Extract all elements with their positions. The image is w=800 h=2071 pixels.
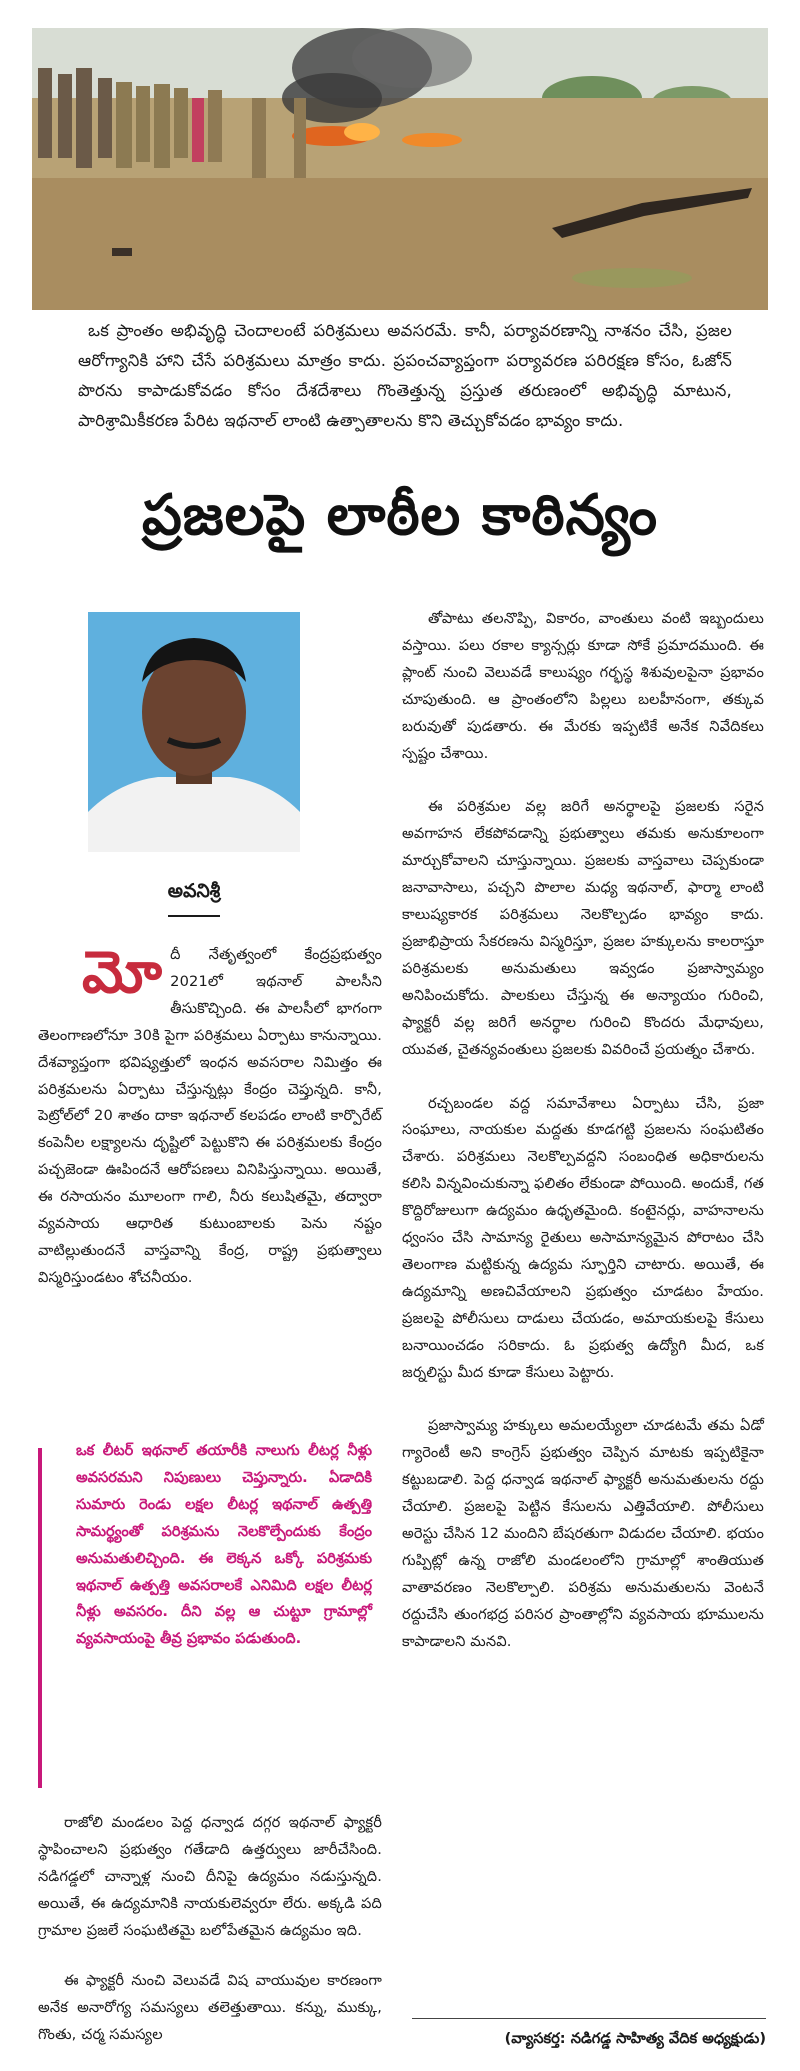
- article-paragraph: రాజోలి మండలం పెద్ద ధన్వాడ దగ్గర ఇథనాల్ ఫ్యాక్టరీ స్థాపించాలని ప్రభుత్వం గతేడాది ఉత్తర్వులు జారీచేసింది. నడిగడ్డలో చాన్నాళ్ల నుంచి దీనిపై ఉద్యమం నడుస్తున్నది. అయితే, ఈ ఉద్యమానికి నాయకులెవ్వరూ లేరు. అక్కడి పది గ్రామాల ప్రజలే సంఘటితమై బలోపేతమైన ఉద్యమం ఇది.: [38, 1814, 382, 1939]
- lead-paragraph-text: దీ నేతృత్వంలో కేంద్రప్రభుత్వం 2021లో ఇథనాల్ పాలసీని తీసుకొచ్చింది. ఈ పాలసీలో భాగంగా తెలంగాణలోనూ 30కి పైగా పరిశ్రమలు ఏర్పాటు కానున్నాయి. దేశవ్యాప్తంగా భవిష్యత్తులో ఇంధన అవసరాల నిమిత్తం ఈ పరిశ్రమలను ఏర్పాటు చేస్తున్నట్లు కేంద్రం చెప్తున్నది. కానీ, పెట్రోల్‌లో 20 శాతం దాకా ఇథనాల్ కలపడం లాంటి కార్పొరేట్ కంపెనీల లక్ష్యాలను దృష్టిలో పెట్టుకొని ఈ పరిశ్రమలకు కేంద్రం పచ్చజెండా ఊపిందనే ఆరోపణలు వినిపిస్తున్నాయి. అయితే, ఈ రసాయనం మూలంగా గాలి, నీరు కలుషితమై, తద్వారా వ్యవసాయ ఆధారిత కుటుంబాలకు పెను నష్టం వాటిల్లుతుందనే వాస్తవాన్ని కేంద్ర, రాష్ట్ర ప్రభుత్వాలు విస్మరిస్తుండటం శోచనీయం.: [38, 946, 382, 1286]
- drop-cap: మో: [82, 938, 163, 1006]
- author-credit: (వ్యాసకర్త: నడిగడ్డ సాహిత్య వేదిక అధ్యక్షుడు): [504, 2030, 766, 2047]
- article-paragraph: ఈ ఫ్యాక్టరీ నుంచి వెలువడే విష వాయువుల కారణంగా అనేక అనారోగ్య సమస్యలు తలెత్తుతాయి. కన్ను, ముక్కు, గొంతు, చర్మ సమస్యల: [38, 1972, 382, 2043]
- pull-quote-bar: [38, 1448, 42, 1788]
- left-column-bottom: [38, 1968, 382, 2049]
- article-paragraph: తోపాటు తలనొప్పి, వికారం, వాంతులు వంటి ఇబ్బందులు వస్తాయి. పలు రకాల క్యాన్సర్లు కూడా సోకే ప్రమాదముంది. ఈ ప్లాంట్ నుంచి వెలువడే కాలుష్యం గర్భస్థ శిశువులపైనా ప్రభావం చూపుతుంది. ఆ ప్రాంతంలోని పిల్లలు బలహీనంగా, తక్కువ బరువుతో పుడతారు. ఈ మేరకు ఇప్పటికే అనేక నివేదికలు స్పష్టం చేశాయి.: [402, 610, 764, 762]
- headline: ప్రజలపై లాఠీల కాఠిన్యం: [141, 483, 659, 548]
- intro-paragraph: ఒక ప్రాంతం అభివృద్ధి చెందాలంటే పరిశ్రమలు అవసరమే. కానీ, పర్యావరణాన్ని నాశనం చేసి, ప్రజల ఆరోగ్యానికి హాని చేసే పరిశ్రమలు మాత్రం కాదు. ప్రపంచవ్యాప్తంగా పర్యావరణ పరిరక్షణ కోసం, ఓజోన్ పొరను కాపాడుకోవడం కోసం దేశదేశాలు గొంతెత్తున్న ప్రస్తుత తరుణంలో అభివృద్ధి మాటున, పారిశ్రామికీకరణ పేరిట ఇథనాల్ లాంటి ఉత్పాతాలను కొని తెచ్చుకోవడం భావ్యం కాదు.: [78, 321, 732, 430]
- author-name: అవనిశ్రీ: [167, 880, 221, 902]
- left-column-lower: [38, 1810, 382, 1945]
- article-paragraph: ప్రజాస్వామ్య హక్కులు అమలయ్యేలా చూడటమే తమ ఏడో గ్యారెంటీ అని కాంగ్రెస్ ప్రభుత్వం చెప్పిన మాటకు ఇప్పటికైనా కట్టుబడాలి. పెద్ద ధన్వాడ ఇథనాల్ ఫ్యాక్టరీ అనుమతులను రద్దు చేయాలి. ప్రజలపై పెట్టిన కేసులను ఎత్తివేయాలి. పోలీసులు అరెస్టు చేసిన 12 మందిని బేషరతుగా విడుదల చేయాలి. భయం గుప్పిట్లో ఉన్న రాజోలి మండలంలోని గ్రామాల్లో శాంతియుత వాతావరణం నెలకొల్పాలి. పరిశ్రమ అనుమతులను వెంటనే రద్దుచేసి తుంగభద్ర పరిసర ప్రాంతాల్లోని వ్యవసాయ భూములను కాపాడాలని మనవి.: [402, 1417, 764, 1650]
- lead-paragraph: [38, 938, 382, 1292]
- news-photo: [32, 28, 768, 310]
- credit-divider: [412, 2018, 766, 2019]
- article-paragraph: ఈ పరిశ్రమల వల్ల జరిగే అనర్థాలపై ప్రజలకు సరైన అవగాహన లేకపోవడాన్ని ప్రభుత్వాలు తమకు అనుకూలంగా మార్చుకోవాలని చూస్తున్నాయి. ప్రజలకు వాస్తవాలు చెప్పకుండా జనావాసాలు, పచ్చని పొలాల మధ్య ఇథనాల్, ఫార్మా లాంటి కాలుష్యకారక పరిశ్రమలు నెలకొల్పడం భావ్యం కాదు. ప్రజాభిప్రాయ సేకరణను విస్మరిస్తూ, ప్రజల హక్కులను కాలరాస్తూ పరిశ్రమలకు అనుమతులు ఇవ్వడం ప్రజాస్వామ్యం అనిపించుకోదు. పాలకులు చేస్తున్న ఈ అన్యాయం గురించి, ఫ్యాక్టరీ వల్ల జరిగే అనర్థాల గురించి కొందరు మేధావులు, యువత, చైతన్యవంతులు ప్రజలకు వివరించే ప్రయత్నం చేశారు.: [402, 798, 764, 1058]
- article-paragraph: రచ్చబండల వద్ద సమావేశాలు ఏర్పాటు చేసి, ప్రజా సంఘాలు, నాయకుల మద్దతు కూడగట్టి ప్రజలను సంఘటితం చేశారు. పరిశ్రమలు నెలకొల్పవద్దని సంబంధిత అధికారులను కలిసి విన్నవించుకున్నా ఫలితం లేకుండా పోయింది. అందుకే, గత కొద్దిరోజులుగా ఉద్యమం ఉధృతమైంది. కంటైనర్లు, వాహనాలను ధ్వంసం చేసి సామాన్య రైతులు అసామాన్యమైన పోరాటం చేసి తెలంగాణ మట్టికున్న ఉద్యమ స్ఫూర్తిని చాటారు. అయితే, ఈ ఉద్యమాన్ని అణచివేయాలని ప్రభుత్వం చూడటం హేయం. ప్రజలపై పోలీసులు దాడులు చేయడం, అమాయకులపై కేసులు బనాయించడం సరికాదు. ఓ ప్రభుత్వ ఉద్యోగి మీద, ఒక జర్నలిస్టు మీద కూడా కేసులు పెట్టారు.: [402, 1094, 764, 1381]
- author-photo: [88, 612, 300, 852]
- pull-quote: ఒక లీటర్ ఇథనాల్ తయారీకి నాలుగు లీటర్ల నీళ్లు అవసరమని నిపుణులు చెప్తున్నారు. ఏడాదికి సుమారు రెండు లక్షల లీటర్ల ఇథనాల్ ఉత్పత్తి సామర్థ్యంతో పరిశ్రమను నెలకొల్పేందుకు కేంద్రం అనుమతులిచ్చింది. ఈ లెక్కన ఒక్కో పరిశ్రమకు ఇథనాల్ ఉత్పత్తి అవసరాలకే ఎనిమిది లక్షల లీటర్ల నీళ్లు అవసరం. దీని వల్ల ఆ చుట్టూ గ్రామాల్లో వ్యవసాయంపై తీవ్ర ప్రభావం పడుతుంది.: [76, 1442, 372, 1648]
- author-underline: [168, 915, 220, 917]
- right-column: [402, 606, 764, 1656]
- left-column: [38, 938, 382, 1292]
